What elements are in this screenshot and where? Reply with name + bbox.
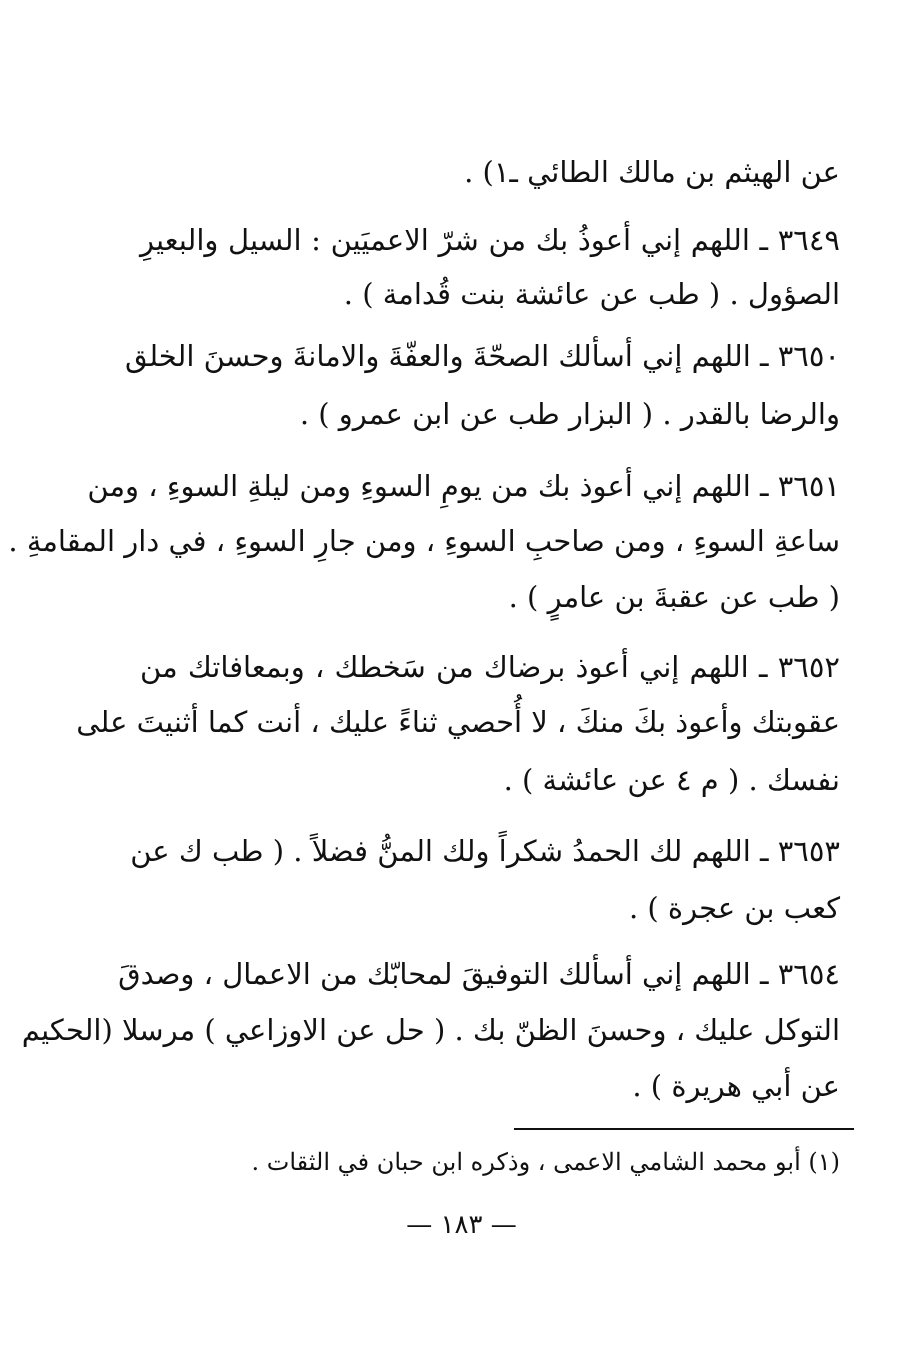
footnote-divider: [514, 1128, 854, 1130]
text-line-5: والرضا بالقدر . ( البزار طب عن ابن عمرو ) .: [299, 397, 840, 431]
text-line-13: كعب بن عجرة ) .: [628, 891, 840, 925]
text-line-12: ٣٦٥٣ ـ اللهم لك الحمدُ شكراً ولك المنُّ فضلاً . ( طب ك عن: [130, 834, 840, 868]
text-line-1: عن الهيثم بن مالك الطائي ـ١) .: [464, 155, 840, 189]
text-line-14: ٣٦٥٤ ـ اللهم إني أسألك التوفيقَ لمحابّك من الاعمال ، وصدقَ: [118, 957, 840, 991]
text-line-7: ساعةِ السوءِ ، ومن صاحبِ السوءِ ، ومن جارِ السوءِ ، في دار المقامةِ .: [8, 524, 840, 558]
text-line-2: ٣٦٤٩ ـ اللهم إني أعوذُ بك من شرّ الاعميَين : السيل والبعيرِ: [140, 223, 840, 257]
text-line-16: عن أبي هريرة ) .: [632, 1069, 840, 1103]
page-number: — ١٨٣ —: [406, 1210, 517, 1240]
text-line-15: التوكل عليك ، وحسنَ الظنّ بك . ( حل عن الاوزاعي ) مرسلا (الحكيم: [21, 1013, 840, 1047]
text-line-10: عقوبتك وأعوذ بكَ منكَ ، لا أُحصي ثناءً عليك ، أنت كما أثنيتَ على: [76, 705, 840, 739]
text-line-6: ٣٦٥١ ـ اللهم إني أعوذ بك من يومِ السوءِ ومن ليلةِ السوءِ ، ومن: [87, 469, 840, 503]
footnote: (١) أبو محمد الشامي الاعمى ، وذكره ابن حبان في الثقات .: [251, 1148, 840, 1176]
text-line-4: ٣٦٥٠ ـ اللهم إني أسألك الصحّةَ والعفّةَ والامانةَ وحسنَ الخلق: [125, 339, 840, 373]
text-line-8: ( طب عن عقبةَ بن عامرٍ ) .: [508, 580, 840, 614]
text-line-3: الصؤول . ( طب عن عائشة بنت قُدامة ) .: [343, 277, 840, 311]
text-line-9: ٣٦٥٢ ـ اللهم إني أعوذ برضاك من سَخطك ، وبمعافاتك من: [140, 650, 840, 684]
text-line-11: نفسك . ( م ٤ عن عائشة ) .: [503, 763, 840, 797]
